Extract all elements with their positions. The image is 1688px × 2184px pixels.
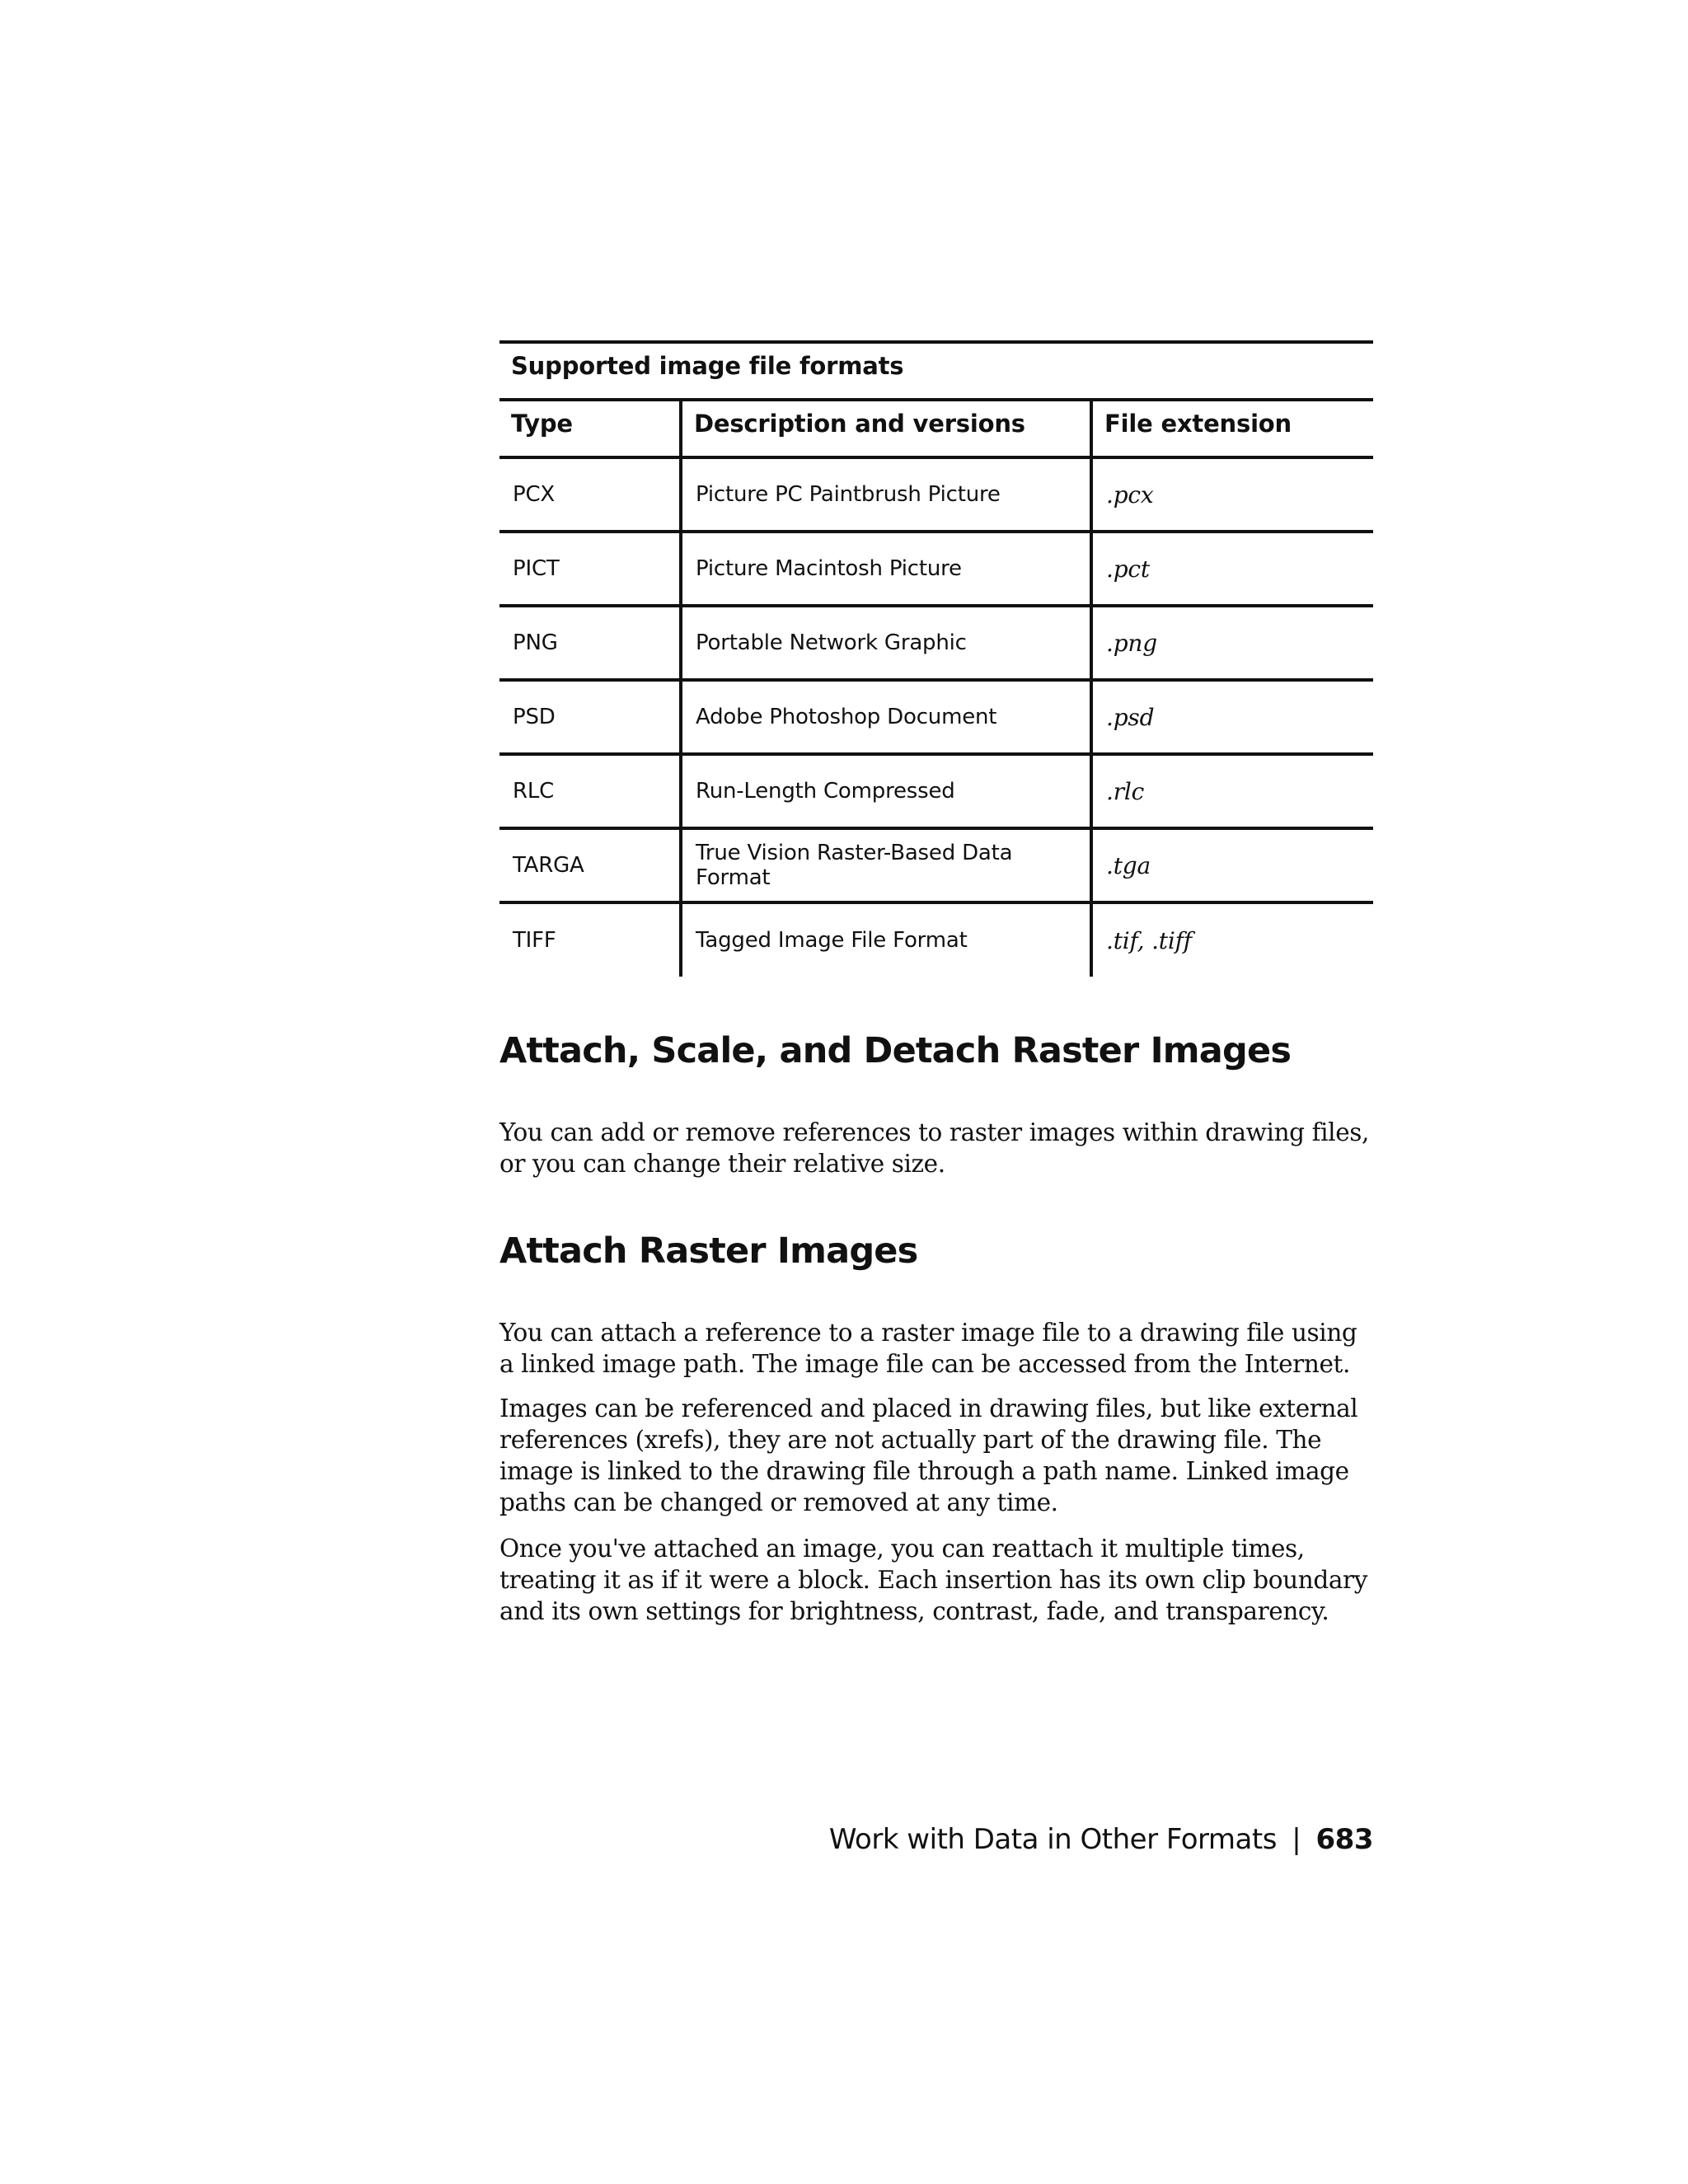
footer-chapter-title: Work with Data in Other Formats [828, 1823, 1277, 1856]
table-row [499, 606, 1373, 680]
section-heading-attach-raster-images: Attach Raster Images [499, 1230, 918, 1272]
cell-description: Portable Network Graphic [681, 606, 1091, 680]
table-caption: Supported image file formats [499, 340, 1373, 398]
cell-extension: .psd [1091, 680, 1373, 754]
section-paragraph: You can add or remove references to raster images within drawing files, or you can change their relative size. [499, 1118, 1369, 1178]
table-row [499, 902, 1373, 977]
body-paragraph: Once you've attached an image, you can reattach it multiple times, treating it as if it were a block. Each insertion has its own clip boundary and its own settings for brightness, contrast, fade, and transparency. [499, 1535, 1367, 1625]
table-row [499, 754, 1373, 828]
footer-separator: | [1292, 1823, 1301, 1856]
image-formats-table [499, 340, 1373, 977]
table-row [499, 680, 1373, 754]
page-number: 683 [1315, 1823, 1373, 1856]
section-heading-attach-scale-detach: Attach, Scale, and Detach Raster Images [499, 1030, 1292, 1071]
formats-table [499, 398, 1373, 977]
table-row [499, 532, 1373, 606]
cell-type: RLC [499, 754, 681, 828]
cell-description: Run-Length Compressed [681, 754, 1091, 828]
cell-extension: .png [1091, 606, 1373, 680]
body-paragraph: Images can be referenced and placed in drawing files, but like external references (xrefs), they are not actually part of the drawing file. The image is linked to the drawing file through a path name. Linked image paths can be changed or removed at any time. [499, 1394, 1358, 1516]
cell-extension: .tif, .tiff [1091, 902, 1373, 977]
cell-description: Tagged Image File Format [681, 902, 1091, 977]
table-row [499, 457, 1373, 532]
table-row [499, 828, 1373, 902]
cell-type: TARGA [499, 828, 681, 902]
cell-description: Adobe Photoshop Document [681, 680, 1091, 754]
cell-extension: .pcx [1091, 457, 1373, 532]
cell-type: PICT [499, 532, 681, 606]
column-header-type: Type [499, 400, 681, 457]
page-footer [829, 1823, 1373, 1856]
table-header-row [499, 400, 1373, 457]
cell-extension: .tga [1091, 828, 1373, 902]
cell-type: TIFF [513, 928, 556, 953]
cell-description: Picture Macintosh Picture [681, 532, 1091, 606]
cell-description: True Vision Raster-Based Data Format [681, 828, 1091, 902]
column-header-extension: File extension [1091, 400, 1373, 457]
cell-type: PNG [499, 606, 681, 680]
column-header-description: Description and versions [681, 400, 1091, 457]
body-paragraph: You can attach a reference to a raster image file to a drawing file using a linked image path. The image file can be accessed from the Internet. [499, 1319, 1357, 1378]
cell-description: Picture PC Paintbrush Picture [681, 457, 1091, 532]
cell-extension: .pct [1091, 532, 1373, 606]
cell-type: PSD [499, 680, 681, 754]
cell-type: PCX [499, 457, 681, 532]
cell-extension: .rlc [1091, 754, 1373, 828]
